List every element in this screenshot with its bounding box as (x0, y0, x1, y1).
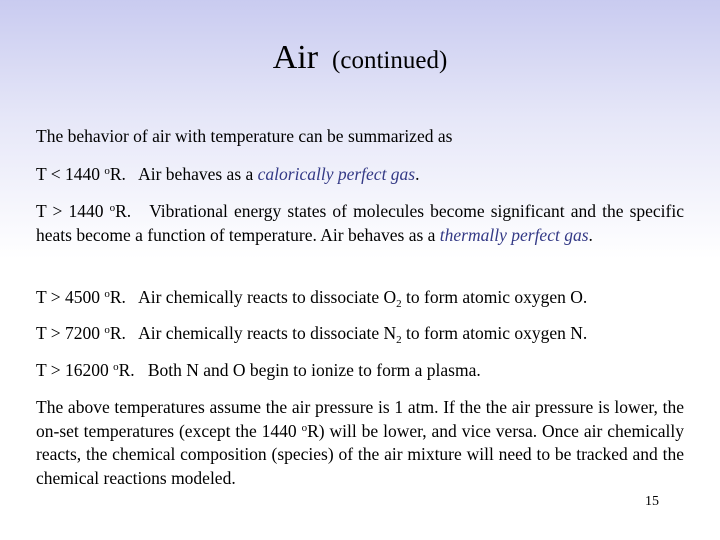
temperature-unit: R. (118, 360, 135, 380)
degree-symbol: o (104, 324, 110, 336)
regime-item (36, 322, 684, 346)
temperature-condition: T < 1440 (36, 164, 105, 184)
regime-description: Air chemically reacts to dissociate N (138, 323, 397, 343)
emphasized-term: thermally perfect gas (439, 224, 589, 245)
degree-symbol: o (113, 361, 119, 373)
closing-text-a: The above temperatures assume the air pressure is 1 atm. If the the air pressure is lower, the on-set temperatures (except the 1440 (36, 397, 684, 441)
temperature-unit: R. (115, 201, 132, 221)
regime-tail: to form atomic oxygen N. (401, 323, 588, 343)
regime-tail: . (588, 224, 593, 245)
degree-symbol: o (104, 165, 110, 177)
subscript: 2 (396, 334, 402, 346)
temperature-condition: T > 1440 (36, 201, 110, 221)
regime-description: Air behaves as a (138, 164, 258, 184)
temperature-condition: T > 16200 (36, 360, 114, 380)
regime-description: Both N and O begin to ionize to form a plasma. (147, 360, 481, 380)
temperature-unit: R. (109, 323, 126, 343)
temperature-condition: T > 7200 (36, 323, 105, 343)
page-number: 15 (645, 494, 659, 509)
title-subtitle: (continued) (332, 47, 448, 74)
intro-text: The behavior of air with temperature can be summarized as (36, 126, 453, 146)
title-main: Air (272, 39, 319, 76)
degree-symbol: o (109, 202, 116, 214)
regime-item (36, 200, 684, 247)
degree-symbol: o (104, 288, 110, 300)
regime-item (36, 163, 684, 187)
closing-paragraph (36, 396, 684, 490)
regime-tail: . (415, 164, 420, 184)
regime-item (36, 359, 684, 383)
slide-title (0, 38, 720, 81)
temperature-unit: R. (109, 287, 126, 307)
emphasized-term: calorically perfect gas (257, 164, 416, 184)
closing-text-b: R) will be lower, and vice versa. Once air chemically reacts, the chemical composition (species) of the air mixture will need to be tracked and the chemical reactions modeled. (36, 420, 684, 488)
subscript: 2 (396, 298, 402, 310)
regime-description: Air chemically reacts to dissociate O (138, 287, 397, 307)
temperature-unit: R. (109, 164, 126, 184)
degree-symbol: o (301, 421, 308, 434)
regime-tail: to form atomic oxygen O. (401, 287, 588, 307)
regime-description: Vibrational energy states of molecules become significant and the specific heats become a function of temperature. Air behaves as a (36, 201, 684, 245)
regime-item (36, 286, 684, 310)
temperature-condition: T > 4500 (36, 287, 105, 307)
